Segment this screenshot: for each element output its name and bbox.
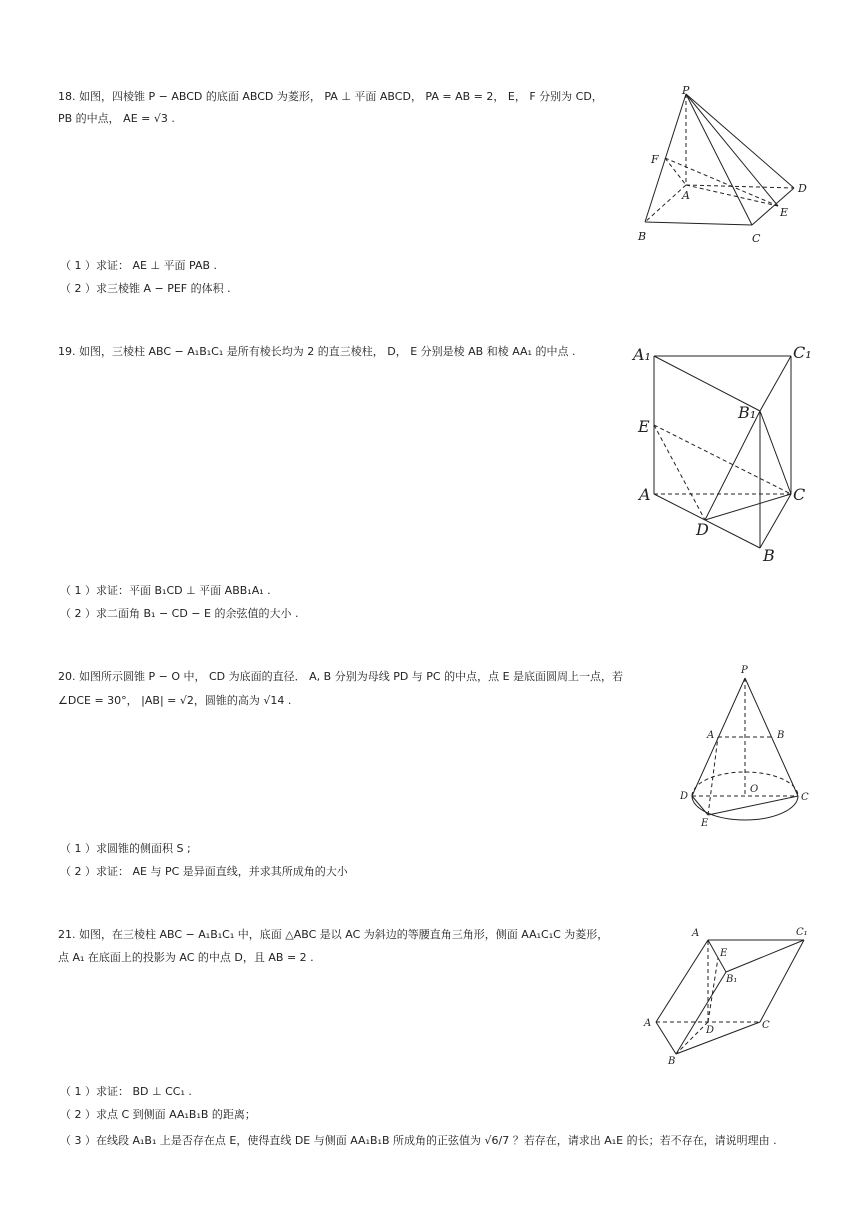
figure-label: E bbox=[638, 417, 650, 436]
problem-21-part-2: （ 2 ）求点 C 到侧面 AA₁B₁B 的距离； bbox=[60, 1108, 256, 1121]
figure-label: B₁ bbox=[726, 974, 738, 985]
problem-20-part-1: （ 1 ）求圆锥的侧面积 S ; bbox=[60, 842, 191, 855]
problem-20-stem-line-2: ∠DCE = 30°， |AB| = √2，圆锥的高为 √14 . bbox=[58, 694, 292, 707]
problem-21-part-1: （ 1 ）求证： BD ⊥ CC₁ . bbox=[60, 1085, 192, 1098]
problem-19-part-2: （ 2 ）求二面角 B₁ − CD − E 的余弦值的大小 . bbox=[60, 607, 299, 620]
figure-label: C bbox=[752, 232, 761, 245]
figure-label: A bbox=[707, 730, 715, 741]
problem-21-stem-line-2: 点 A₁ 在底面上的投影为 AC 的中点 D，且 AB = 2 . bbox=[58, 951, 314, 964]
figure-label: D bbox=[706, 1025, 715, 1036]
figure-label: E bbox=[701, 818, 709, 829]
problem-19-number: 19. bbox=[58, 345, 76, 358]
problem-21-number: 21. bbox=[58, 928, 76, 941]
figure-label: A₁ bbox=[633, 345, 651, 364]
problem-18-number: 18. bbox=[58, 90, 76, 103]
figure-label: O bbox=[750, 784, 759, 795]
problem-20-number: 20. bbox=[58, 670, 76, 683]
figure-label: B₁ bbox=[738, 403, 757, 422]
figure-label: E bbox=[780, 206, 789, 219]
problem-18-part-2: （ 2 ）求三棱锥 A − PEF 的体积 . bbox=[60, 282, 231, 295]
problem-19-stem-line-1: 19. 如图，三棱柱 ABC − A₁B₁C₁ 是所有棱长均为 2 的直三棱柱， D， E 分别是棱 AB 和棱 AA₁ 的中点 . bbox=[58, 345, 576, 358]
figure-label: C₁ bbox=[793, 343, 812, 362]
figure-label: C₁ bbox=[796, 927, 808, 938]
problem-20-part-2: （ 2 ）求证： AE 与 PC 是异面直线，并求其所成角的大小 bbox=[60, 865, 348, 878]
figure-label: C bbox=[762, 1020, 770, 1031]
problem-18-figure bbox=[630, 82, 820, 247]
figure-label: D bbox=[696, 520, 709, 539]
problem-21-stem-line-1: 21. 如图，在三棱柱 ABC − A₁B₁C₁ 中，底面 △ABC 是以 AC 为斜边的等腰直角三角形，侧面 AA₁C₁C 为菱形， bbox=[58, 928, 609, 941]
figure-label: F bbox=[651, 153, 659, 166]
figure-label: A bbox=[639, 485, 651, 504]
figure-label: B bbox=[668, 1056, 676, 1067]
figure-label: C bbox=[793, 485, 806, 504]
figure-label: A bbox=[692, 928, 700, 939]
figure-label: B bbox=[638, 230, 647, 243]
problem-19-part-1: （ 1 ）求证：平面 B₁CD ⊥ 平面 ABB₁A₁ . bbox=[60, 584, 271, 597]
figure-label: P bbox=[741, 665, 748, 676]
figure-label: D bbox=[798, 182, 807, 195]
problem-18-part-1: （ 1 ）求证： AE ⊥ 平面 PAB . bbox=[60, 259, 218, 272]
figure-label: D bbox=[680, 791, 689, 802]
figure-label: P bbox=[682, 84, 690, 97]
figure-label: A bbox=[682, 189, 690, 202]
problem-21-figure bbox=[636, 918, 826, 1068]
problem-18-stem-line-2: PB 的中点， AE = √3 . bbox=[58, 112, 175, 125]
figure-label: B bbox=[777, 730, 785, 741]
figure-label: E bbox=[720, 948, 728, 959]
figure-label: B bbox=[763, 546, 775, 565]
problem-21-part-3: （ 3 ）在线段 A₁B₁ 上是否存在点 E，使得直线 DE 与侧面 AA₁B₁B 所成角的正弦值为 √6/7 ？若存在，请求出 A₁E 的长；若不存在，请说明理由 . bbox=[60, 1134, 777, 1147]
problem-20-stem-line-1: 20. 如图所示圆锥 P − O 中， CD 为底面的直径． A, B 分别为母线 PD 与 PC 的中点，点 E 是底面圆周上一点，若 bbox=[58, 670, 624, 683]
figure-label: A bbox=[644, 1018, 652, 1029]
figure-label: C bbox=[801, 792, 809, 803]
problem-20-figure bbox=[670, 660, 820, 830]
problem-19-figure bbox=[630, 338, 820, 568]
problem-18-stem-line-1: 18. 如图，四棱锥 P − ABCD 的底面 ABCD 为菱形， PA ⊥ 平面 ABCD， PA = AB = 2， E， F 分别为 CD， bbox=[58, 90, 603, 103]
